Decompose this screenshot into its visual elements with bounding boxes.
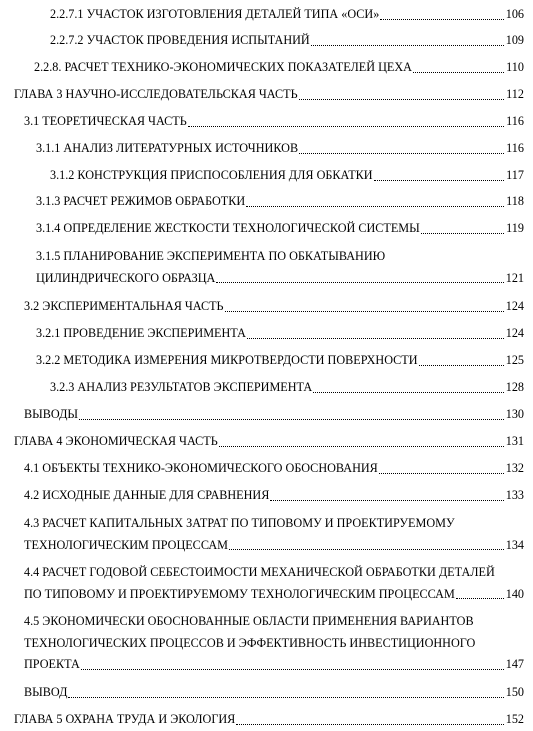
toc-entry-title-line: ТЕХНОЛОГИЧЕСКИХ ПРОЦЕССОВ И ЭФФЕКТИВНОСТЬ ИНВЕСТИЦИОННОГО bbox=[24, 635, 476, 650]
dot-leader bbox=[419, 365, 504, 366]
toc-entry-title: ГЛАВА 4 ЭКОНОМИЧЕСКАЯ ЧАСТЬ bbox=[14, 434, 218, 448]
toc-entry[interactable] bbox=[24, 562, 524, 605]
toc-entry[interactable] bbox=[34, 57, 524, 79]
toc-page-number: 124 bbox=[505, 299, 524, 313]
toc-entry-title: 3.1.3 РАСЧЕТ РЕЖИМОВ ОБРАБОТКИ bbox=[36, 194, 246, 208]
toc-entry[interactable] bbox=[36, 350, 524, 372]
toc-page-number: 128 bbox=[505, 380, 524, 394]
toc-entry[interactable] bbox=[24, 513, 524, 556]
toc-entry-title: 4.1 ОБЪЕКТЫ ТЕХНИКО-ЭКОНОМИЧЕСКОГО ОБОСНОВАНИЯ bbox=[24, 461, 378, 475]
dot-leader bbox=[229, 549, 504, 550]
toc-page-number: 131 bbox=[505, 434, 524, 448]
toc-entry[interactable] bbox=[24, 611, 524, 676]
dot-leader bbox=[216, 282, 503, 283]
dot-leader bbox=[236, 724, 503, 725]
dot-leader bbox=[456, 598, 504, 599]
toc-page-number: 119 bbox=[506, 221, 524, 235]
toc-page-number: 110 bbox=[506, 60, 524, 74]
toc-entry[interactable] bbox=[50, 30, 524, 52]
toc-entry[interactable] bbox=[14, 431, 524, 453]
toc-entry-title: 2.2.7.1 УЧАСТОК ИЗГОТОВЛЕНИЯ ДЕТАЛЕЙ ТИПА «ОСИ» bbox=[50, 7, 380, 21]
toc-entry[interactable] bbox=[14, 84, 524, 106]
toc-entry-title: 3.1.1 АНАЛИЗ ЛИТЕРАТУРНЫХ ИСТОЧНИКОВ bbox=[36, 141, 299, 155]
toc-entry[interactable] bbox=[24, 404, 524, 426]
dot-leader bbox=[374, 180, 505, 181]
toc-entry-title-line: 4.4 РАСЧЕТ ГОДОВОЙ СЕБЕСТОИМОСТИ МЕХАНИЧЕСКОЙ ОБРАБОТКИ ДЕТАЛЕЙ bbox=[24, 565, 495, 579]
toc-entry-title-line: 4.3 РАСЧЕТ КАПИТАЛЬНЫХ ЗАТРАТ ПО ТИПОВОМУ И ПРОЕКТИРУЕМОМУ bbox=[24, 516, 455, 530]
toc-entry-title: ГЛАВА 5 ОХРАНА ТРУДА И ЭКОЛОГИЯ bbox=[14, 712, 236, 726]
toc-entry[interactable] bbox=[24, 296, 524, 318]
toc-entry-title: 4.2 ИСХОДНЫЕ ДАННЫЕ ДЛЯ СРАВНЕНИЯ bbox=[24, 488, 270, 502]
toc-page-number: 147 bbox=[505, 657, 524, 671]
toc-page-number: 152 bbox=[505, 712, 524, 726]
toc-page-number: 117 bbox=[506, 168, 524, 182]
dot-leader bbox=[246, 206, 504, 207]
toc-entry-title: ГЛАВА 3 НАУЧНО-ИССЛЕДОВАТЕЛЬСКАЯ ЧАСТЬ bbox=[14, 87, 298, 101]
dot-leader bbox=[379, 473, 504, 474]
dot-leader bbox=[219, 446, 504, 447]
toc-entry-title: ПРОЕКТА bbox=[24, 657, 80, 671]
toc-page-number: 109 bbox=[505, 33, 524, 47]
dot-leader bbox=[299, 99, 505, 100]
toc-entry-title: 3.2.3 АНАЛИЗ РЕЗУЛЬТАТОВ ЭКСПЕРИМЕНТА bbox=[50, 380, 313, 394]
toc-page-number: 130 bbox=[505, 407, 524, 421]
toc-entry[interactable] bbox=[50, 377, 524, 399]
dot-leader bbox=[311, 45, 504, 46]
dot-leader bbox=[421, 233, 504, 234]
toc-entry-title: 2.2.7.2 УЧАСТОК ПРОВЕДЕНИЯ ИСПЫТАНИЙ bbox=[50, 33, 310, 47]
toc-entry-title: 3.2.1 ПРОВЕДЕНИЕ ЭКСПЕРИМЕНТА bbox=[36, 326, 246, 340]
dot-leader bbox=[413, 72, 504, 73]
toc-page-number: 116 bbox=[506, 141, 524, 155]
dot-leader bbox=[188, 126, 504, 127]
dot-leader bbox=[79, 419, 504, 420]
toc-page-number: 121 bbox=[505, 270, 524, 285]
toc-entry[interactable] bbox=[14, 709, 524, 731]
toc-page-number: 112 bbox=[506, 87, 524, 101]
toc-page-number: 116 bbox=[506, 114, 524, 128]
toc-page-number: 125 bbox=[505, 353, 524, 367]
toc-entry[interactable] bbox=[24, 111, 524, 133]
toc-entry-title: ЦИЛИНДРИЧЕСКОГО ОБРАЗЦА bbox=[36, 270, 216, 285]
toc-entry[interactable] bbox=[24, 458, 524, 480]
dot-leader bbox=[81, 669, 504, 670]
toc-entry-title: ПО ТИПОВОМУ И ПРОЕКТИРУЕМОМУ ТЕХНОЛОГИЧЕСКИМ ПРОЦЕССАМ bbox=[24, 586, 455, 601]
toc-entry[interactable] bbox=[36, 191, 524, 213]
toc-entry-title: ВЫВОДЫ bbox=[24, 407, 79, 421]
toc-entry[interactable] bbox=[50, 4, 524, 26]
toc-entry[interactable] bbox=[36, 218, 524, 240]
toc-page-number: 124 bbox=[505, 326, 524, 340]
dot-leader bbox=[68, 697, 503, 698]
toc-entry[interactable] bbox=[50, 165, 524, 187]
toc-page-number: 118 bbox=[506, 194, 524, 208]
toc-entry-title: 2.2.8. РАСЧЕТ ТЕХНИКО-ЭКОНОМИЧЕСКИХ ПОКАЗАТЕЛЕЙ ЦЕХА bbox=[34, 60, 412, 74]
dot-leader bbox=[299, 153, 504, 154]
dot-leader bbox=[270, 500, 503, 501]
toc-entry-title-line: 4.5 ЭКОНОМИЧЕСКИ ОБОСНОВАННЫЕ ОБЛАСТИ ПРИМЕНЕНИЯ ВАРИАНТОВ bbox=[24, 614, 474, 628]
toc-entry-title: 3.1 ТЕОРЕТИЧЕСКАЯ ЧАСТЬ bbox=[24, 114, 187, 128]
toc-entry-title: 3.2.2 МЕТОДИКА ИЗМЕРЕНИЯ МИКРОТВЕРДОСТИ ПОВЕРХНОСТИ bbox=[36, 353, 418, 367]
dot-leader bbox=[247, 338, 504, 339]
dot-leader bbox=[313, 392, 504, 393]
toc-page-number: 150 bbox=[505, 685, 524, 699]
toc-entry-title: ТЕХНОЛОГИЧЕСКИМ ПРОЦЕССАМ bbox=[24, 537, 228, 552]
toc-page-number: 133 bbox=[505, 488, 524, 502]
toc-entry-title: 3.1.4 ОПРЕДЕЛЕНИЕ ЖЕСТКОСТИ ТЕХНОЛОГИЧЕСКОЙ СИСТЕМЫ bbox=[36, 221, 420, 235]
toc-entry-title: 3.2 ЭКСПЕРИМЕНТАЛЬНАЯ ЧАСТЬ bbox=[24, 299, 224, 313]
toc-page-number: 134 bbox=[505, 537, 524, 552]
toc-page-number: 132 bbox=[505, 461, 524, 475]
toc-entry[interactable] bbox=[24, 682, 524, 704]
toc-entry[interactable] bbox=[36, 138, 524, 160]
toc-page-number: 140 bbox=[505, 586, 524, 601]
toc-entry-title: 3.1.2 КОНСТРУКЦИЯ ПРИСПОСОБЛЕНИЯ ДЛЯ ОБКАТКИ bbox=[50, 168, 373, 182]
toc-page-number: 106 bbox=[505, 7, 524, 21]
dot-leader bbox=[225, 311, 504, 312]
toc-entry-title: ВЫВОД bbox=[24, 685, 68, 699]
toc-entry-title-line: 3.1.5 ПЛАНИРОВАНИЕ ЭКСПЕРИМЕНТА ПО ОБКАТЫВАНИЮ bbox=[36, 249, 386, 263]
toc-entry[interactable] bbox=[36, 246, 524, 289]
dot-leader bbox=[380, 19, 503, 20]
toc-entry[interactable] bbox=[36, 323, 524, 345]
toc-entry[interactable] bbox=[24, 485, 524, 507]
